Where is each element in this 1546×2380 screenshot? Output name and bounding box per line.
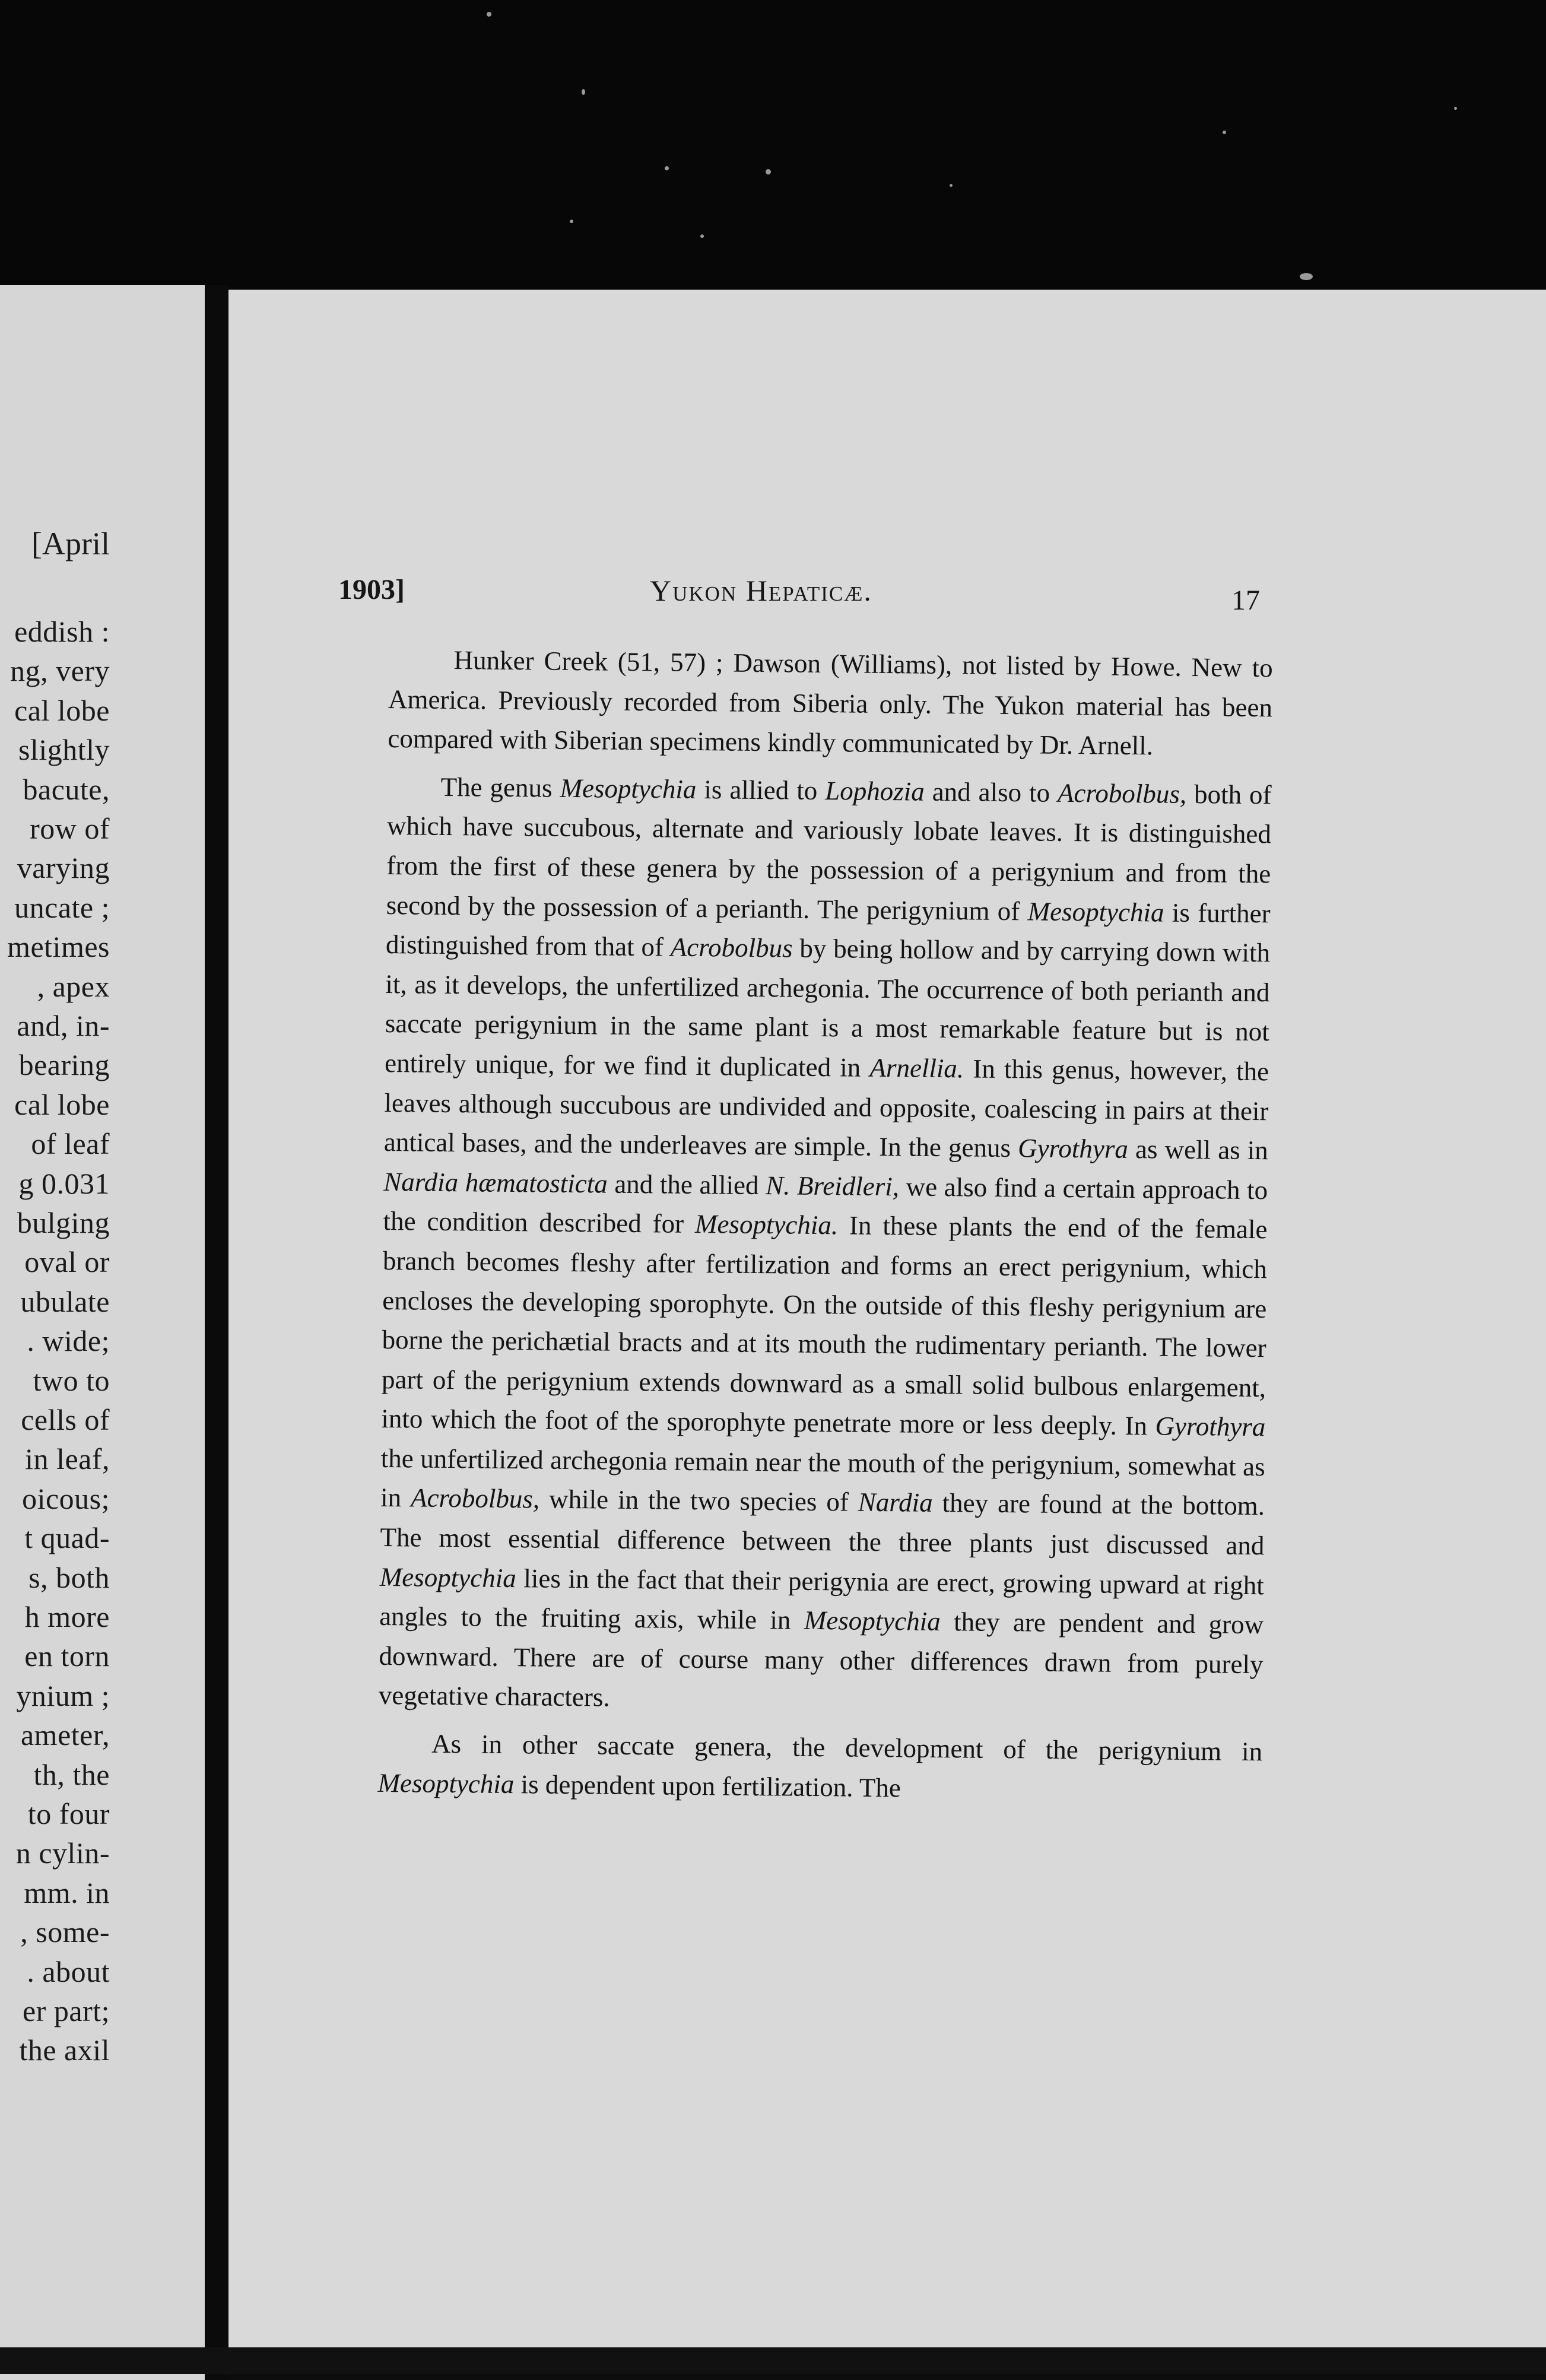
taxon-name: Nardia hæmatosticta [383, 1166, 608, 1199]
scanner-border-bottom [0, 2347, 1546, 2374]
taxon-name: Arnellia. [869, 1052, 964, 1084]
left-page-line-fragment: g 0.031 [18, 1166, 110, 1200]
left-page-line-fragment: . about [27, 1954, 110, 1988]
taxon-name: Nardia [858, 1487, 933, 1518]
text-run: is dependent upon fertilization. The [514, 1769, 901, 1803]
right-page [228, 290, 1546, 2374]
dust-speck [665, 166, 669, 170]
paragraph-genus-mesoptychia [379, 767, 1272, 1724]
text-run: lies in the fact that their perigynia are erect, growing upward at right angles to the fruiting axis, while in [379, 1563, 1265, 1636]
text-run: is allied to [696, 774, 826, 805]
text-run: by being hollow and by carrying down with it, as it develops, the unfertilized archegonia. The occurrence of both perianth and saccate perigynium in the same plant is a most remarkable feature but is not entirely unique, for we find it duplicated in [384, 933, 1271, 1083]
left-page-line-fragment: ubulate [20, 1284, 110, 1318]
running-head [228, 573, 1546, 627]
left-page-line-fragment: metimes [7, 930, 110, 964]
left-page-line-fragment: varying [17, 851, 110, 885]
taxon-name: Acrobolbus, [1057, 778, 1187, 809]
taxon-name: Mesoptychia [804, 1605, 941, 1637]
left-page-line-fragment: slightly [18, 733, 110, 767]
left-page-line-fragment: ameter, [20, 1718, 110, 1752]
taxon-name: Mesoptychia [560, 773, 697, 804]
dust-speck [570, 220, 573, 223]
left-page-line-fragment: t quad- [24, 1521, 110, 1555]
left-page-line-fragment: oval or [24, 1245, 110, 1279]
running-head-title: Yukon Hepaticæ. [650, 574, 872, 607]
left-page-line-fragment: in leaf, [25, 1442, 110, 1476]
body-text [377, 640, 1273, 1811]
left-page-line-fragment: two to [33, 1363, 110, 1397]
dust-speck [766, 169, 771, 174]
paragraph-line: specimens kindly communicated by Dr. Arnell. [649, 726, 1154, 761]
left-page-line-fragment: . wide; [27, 1324, 110, 1358]
dust-speck [1454, 107, 1457, 110]
dust-speck [700, 234, 704, 238]
taxon-name: Mesoptychia [377, 1767, 515, 1799]
dust-speck [582, 89, 585, 95]
text-run: and the allied [607, 1169, 766, 1200]
paragraph-line: by Howe. New to America. Previously recorded from Siberia [388, 651, 1273, 719]
left-page-line-fragment: s, both [28, 1560, 110, 1594]
left-page-line-fragment: oicous; [22, 1481, 110, 1515]
taxon-name: Gyrothyra [1155, 1411, 1266, 1442]
taxon-name: Acrobolbus, [410, 1483, 540, 1514]
page-number: 17 [1231, 585, 1260, 616]
left-page-line-fragment: , apex [37, 969, 110, 1003]
left-page-line-fragment: h more [24, 1600, 110, 1633]
left-page-line-fragment: row of [30, 812, 110, 845]
left-page-line-fragment: ng, very [10, 654, 110, 688]
left-page-line-fragment: uncate ; [14, 890, 110, 924]
book-gutter [205, 285, 228, 2380]
left-page-line-fragment: bulging [17, 1206, 110, 1239]
left-page-line-fragment: cal lobe [14, 1087, 110, 1121]
paragraph-hunker-creek [388, 640, 1273, 767]
text-run: As in other saccate genera, the development of the perigynium in [431, 1728, 1263, 1767]
left-facing-page [0, 285, 205, 2380]
left-page-line-fragment: of leaf [31, 1127, 110, 1161]
left-page-line-fragment: er part; [23, 1994, 110, 2027]
left-page-header: [April [31, 526, 110, 561]
left-page-line-fragment: cal lobe [14, 693, 110, 727]
left-page-line-fragment: th, the [33, 1757, 110, 1791]
text-run: we also find a certain approach to the condition described for [383, 1172, 1268, 1239]
taxon-name: Lophozia [824, 775, 925, 807]
left-page-line-fragment: eddish : [14, 615, 110, 648]
left-page-line-fragment: ynium ; [16, 1678, 110, 1712]
left-page-line-fragment: bacute, [23, 772, 110, 806]
taxon-name: N. Breidleri, [765, 1170, 900, 1202]
left-page-line-fragment: mm. in [24, 1876, 110, 1909]
paragraph-line: Hunker Creek (51, 57) ; Dawson (Williams), not listed [453, 645, 1065, 681]
left-page-line-fragment: , some- [20, 1915, 110, 1949]
scanner-border-top [0, 0, 1546, 297]
dust-speck [487, 12, 491, 17]
text-run: is further distinguished from that of [385, 897, 1271, 962]
taxon-name: Mesoptychia. [694, 1209, 839, 1240]
text-run: The genus [440, 772, 560, 803]
running-head-year: 1903] [338, 574, 405, 605]
text-run: the unfertilized archegonia remain near the mouth of the perigynium, somewhat as in [380, 1443, 1265, 1513]
text-run: they are found at the bottom. The most essential difference between the three plants just discussed and [380, 1488, 1265, 1561]
dust-speck [1300, 273, 1313, 280]
paragraph-saccate-genera [377, 1724, 1262, 1811]
paragraph-line: only. The Yukon material has been compared with Siberian [388, 688, 1273, 756]
taxon-name: Gyrothyra [1017, 1133, 1129, 1164]
text-run: In these plants the end of the female branch becomes fleshy after fertilization and forms an erect perigynium, which encloses the developing sporophyte. On the outside of this fleshy perigynium are borne the perichætial bracts and at its mouth the rudimentary perianth. The lower part of the perigynium extends downward as a small solid bulbous enlargement, into which the foot of the sporophyte penetrate more or less deeply. In [381, 1210, 1268, 1441]
left-page-line-fragment: the axil [19, 2033, 110, 2067]
taxon-name: Mesoptychia [379, 1562, 516, 1593]
left-page-line-fragment: n cylin- [15, 1836, 110, 1870]
text-run: they are pendent and grow downward. There are of course many other differences drawn from purely vegetative characters. [378, 1607, 1264, 1713]
left-page-line-fragment: cells of [21, 1403, 110, 1436]
left-page-line-fragment: and, in- [17, 1009, 110, 1042]
left-page-line-fragment: to four [27, 1797, 110, 1830]
left-page-line-fragment: bearing [18, 1048, 110, 1082]
dust-speck [1223, 131, 1226, 134]
text-run: and also to [924, 776, 1058, 808]
text-run: as well as in [1128, 1134, 1269, 1166]
text-run: both of which have succubous, alternate and variously lobate leaves. It is distinguished from the first of these genera by the possession of a perigynium and from the second by the possession of a perianth. The perigynium of [386, 779, 1272, 926]
dust-speck [950, 184, 953, 187]
left-page-line-fragment: en torn [24, 1639, 110, 1673]
taxon-name: Mesoptychia [1027, 896, 1164, 928]
taxon-name: Acrobolbus [670, 932, 793, 963]
text-run: In this genus, however, the leaves although succubous are undivided and opposite, coalescing in pairs at their antical bases, and the underleaves are simple. In the genus [383, 1053, 1269, 1163]
text-run: while in the two species of [539, 1484, 859, 1518]
